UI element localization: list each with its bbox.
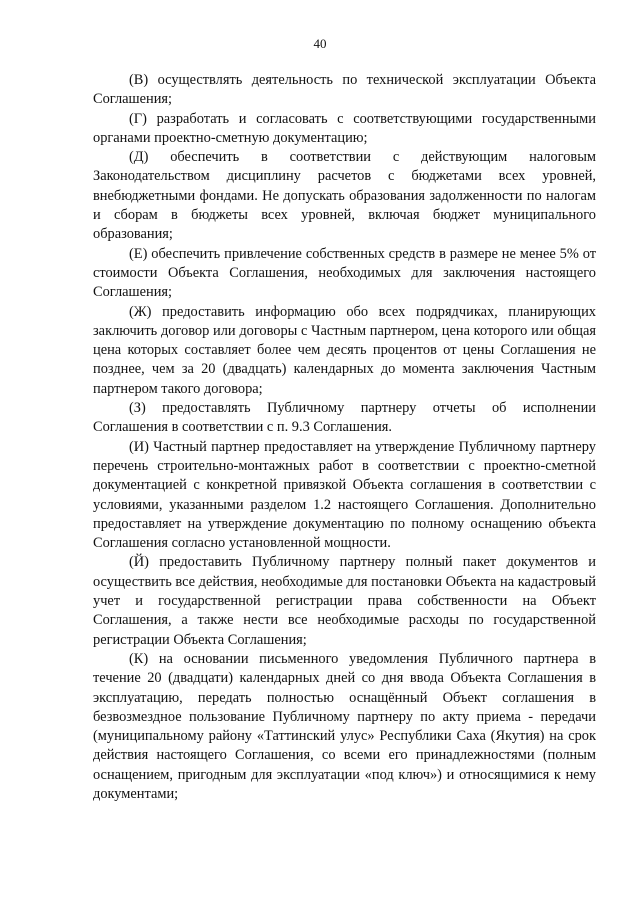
paragraph-i-kratkoye: (Й) предоставить Публичному партнеру полный пакет документов и осуществить все действия, необходимые для постановки Объекта на кадастровый учет и государственной регистрации права собственности на Объект Соглашения, а также нести все необходимые расходы по государственной регистрации Объекта Соглашения; bbox=[93, 554, 596, 648]
paragraph-zh: (Ж) предоставить информацию обо всех подрядчиках, планирующих заключить договор или договоры с Частным партнером, цена которого или общая цена которых составляет более чем десять процентов от цены Соглашения не позднее, чем за 20 (двадцать) календарных до момента заключения Частным партнером такого договора; bbox=[93, 303, 596, 397]
page-number: 40 bbox=[313, 36, 327, 51]
document-body bbox=[93, 71, 596, 804]
paragraph-v: (В) осуществлять деятельность по технической эксплуатации Объекта Соглашения; bbox=[93, 72, 596, 108]
paragraph-z: (З) предоставлять Публичному партнеру отчеты об исполнении Соглашения в соответствии с п. 9.3 Соглашения. bbox=[93, 400, 596, 436]
paragraph-k: (К) на основании письменного уведомления Публичного партнера в течение 20 (двадцати) календарных дней со дня ввода Объекта Соглашения в эксплуатацию, передать полностью оснащённый Объект соглашения в безвозмездное пользование Публичному партнеру по акту приема - передачи (муниципальному району «Таттинский улус» Республики Саха (Якутия) на срок действия настоящего Соглашения, со всеми его принадлежностями (полным оснащением, пригодным для эксплуатации «под ключ») и относящимися к нему документами; bbox=[93, 650, 596, 802]
paragraph-g: (Г) разработать и согласовать с соответствующими государственными органами проектно-сметную документацию; bbox=[93, 110, 596, 146]
paragraph-d: (Д) обеспечить в соответствии с действующим налоговым Законодательством дисциплину расчетов с бюджетами всех уровней, внебюджетными фондами. Не допускать образования задолженности по налогам и сборам в бюджеты всех уровней, включая бюджет муниципального образования; bbox=[93, 149, 596, 243]
paragraph-i: (И) Частный партнер предоставляет на утверждение Публичному партнеру перечень строительно-монтажных работ в соответствии с проектно-сметной документацией с конкретной привязкой Объекта соглашения в соответствии с условиями, указанными разделом 1.2 настоящего Соглашения. Дополнительно предоставляет на утверждение документацию по полному оснащению объекта Соглашения согласно установленной мощности. bbox=[93, 438, 596, 552]
paragraph-e: (Е) обеспечить привлечение собственных средств в размере не менее 5% от стоимости Объекта Соглашения, необходимых для заключения настоящего Соглашения; bbox=[93, 245, 596, 301]
